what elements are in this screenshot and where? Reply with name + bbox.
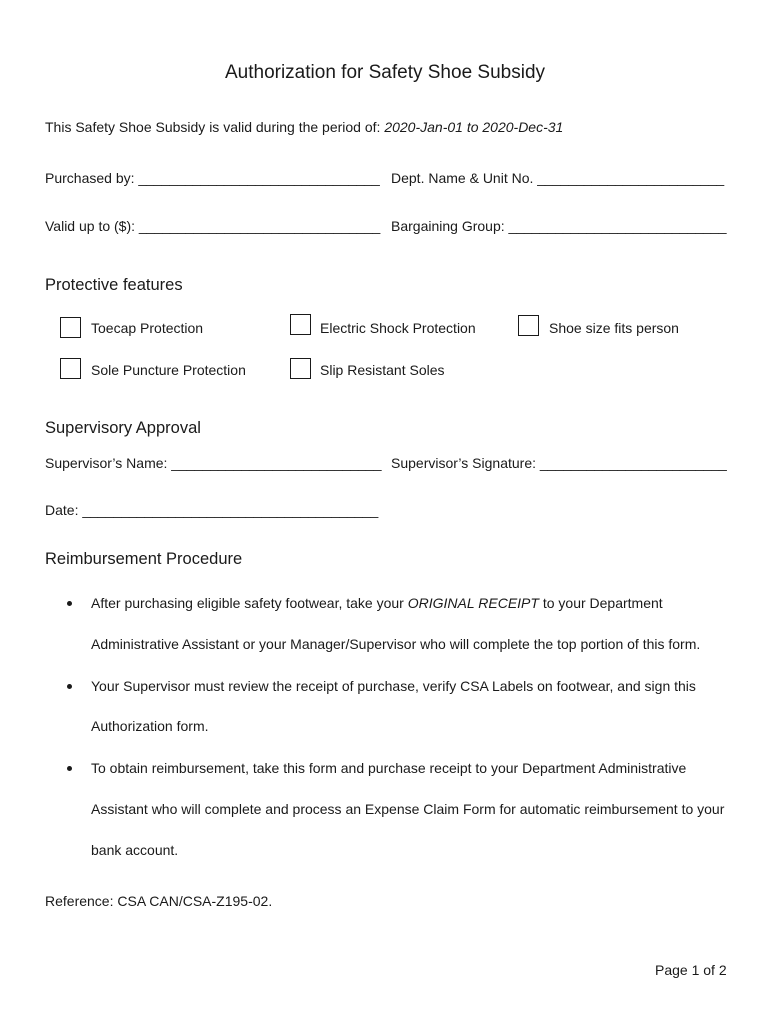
bullet-1-line-2: Administrative Assistant or your Manager/Supervisor who will complete the top portion of this form.	[91, 636, 701, 652]
supervisor-signature-field[interactable]: Supervisor’s Signature: ________________________	[391, 455, 727, 471]
bullet-2-line-2: Authorization form.	[91, 718, 209, 734]
protective-features-heading: Protective features	[45, 276, 183, 294]
bullet-3-line-1: To obtain reimbursement, take this form and purchase receipt to your Department Administrative	[91, 760, 687, 776]
bullet-3-line-2: Assistant who will complete and process an Expense Claim Form for automatic reimbursement to your	[91, 801, 725, 817]
page-number: Page 1 of 2	[655, 962, 727, 978]
date-field[interactable]: Date: ______________________________________	[45, 502, 379, 518]
validity-statement	[45, 119, 563, 135]
bullet-1-suffix: to your Department	[542, 595, 663, 611]
bullet-marker	[67, 684, 72, 689]
purchased-by-field[interactable]: Purchased by: _______________________________	[45, 170, 380, 186]
bullet-1-line-1	[91, 595, 663, 611]
bullet-2-line-1: Your Supervisor must review the receipt of purchase, verify CSA Labels on footwear, and sign this	[91, 678, 696, 694]
bullet-1-prefix: After purchasing eligible safety footwear, take your	[91, 595, 404, 611]
validity-period: 2020-Jan-01 to 2020-Dec-31	[384, 119, 564, 135]
reference-text: Reference: CSA CAN/CSA-Z195-02.	[45, 893, 273, 909]
form-title: Authorization for Safety Shoe Subsidy	[224, 62, 546, 83]
slip-resistant-checkbox[interactable]	[290, 358, 311, 379]
slip-resistant-label: Slip Resistant Soles	[320, 362, 445, 378]
toecap-checkbox[interactable]	[60, 317, 81, 338]
shoe-size-checkbox[interactable]	[518, 315, 539, 336]
supervisor-name-field[interactable]: Supervisor’s Name: ___________________________	[45, 455, 382, 471]
valid-up-to-field[interactable]: Valid up to ($): _______________________________	[45, 218, 381, 234]
bullet-3-line-3: bank account.	[91, 842, 179, 858]
shoe-size-label: Shoe size fits person	[549, 320, 679, 336]
bargaining-group-field[interactable]: Bargaining Group: ____________________________	[391, 218, 727, 234]
bullet-marker	[67, 601, 72, 606]
supervisory-approval-heading: Supervisory Approval	[45, 419, 201, 437]
sole-puncture-label: Sole Puncture Protection	[91, 362, 246, 378]
toecap-label: Toecap Protection	[91, 320, 204, 336]
electric-shock-checkbox[interactable]	[290, 314, 311, 335]
dept-name-field[interactable]: Dept. Name & Unit No. ________________________	[391, 170, 725, 186]
sole-puncture-checkbox[interactable]	[60, 358, 81, 379]
bullet-marker	[67, 766, 72, 771]
reimbursement-heading: Reimbursement Procedure	[45, 550, 243, 568]
validity-prefix: This Safety Shoe Subsidy is valid during the period of:	[45, 119, 381, 135]
electric-shock-label: Electric Shock Protection	[320, 320, 476, 336]
original-receipt-emphasis: ORIGINAL RECEIPT	[407, 595, 539, 611]
